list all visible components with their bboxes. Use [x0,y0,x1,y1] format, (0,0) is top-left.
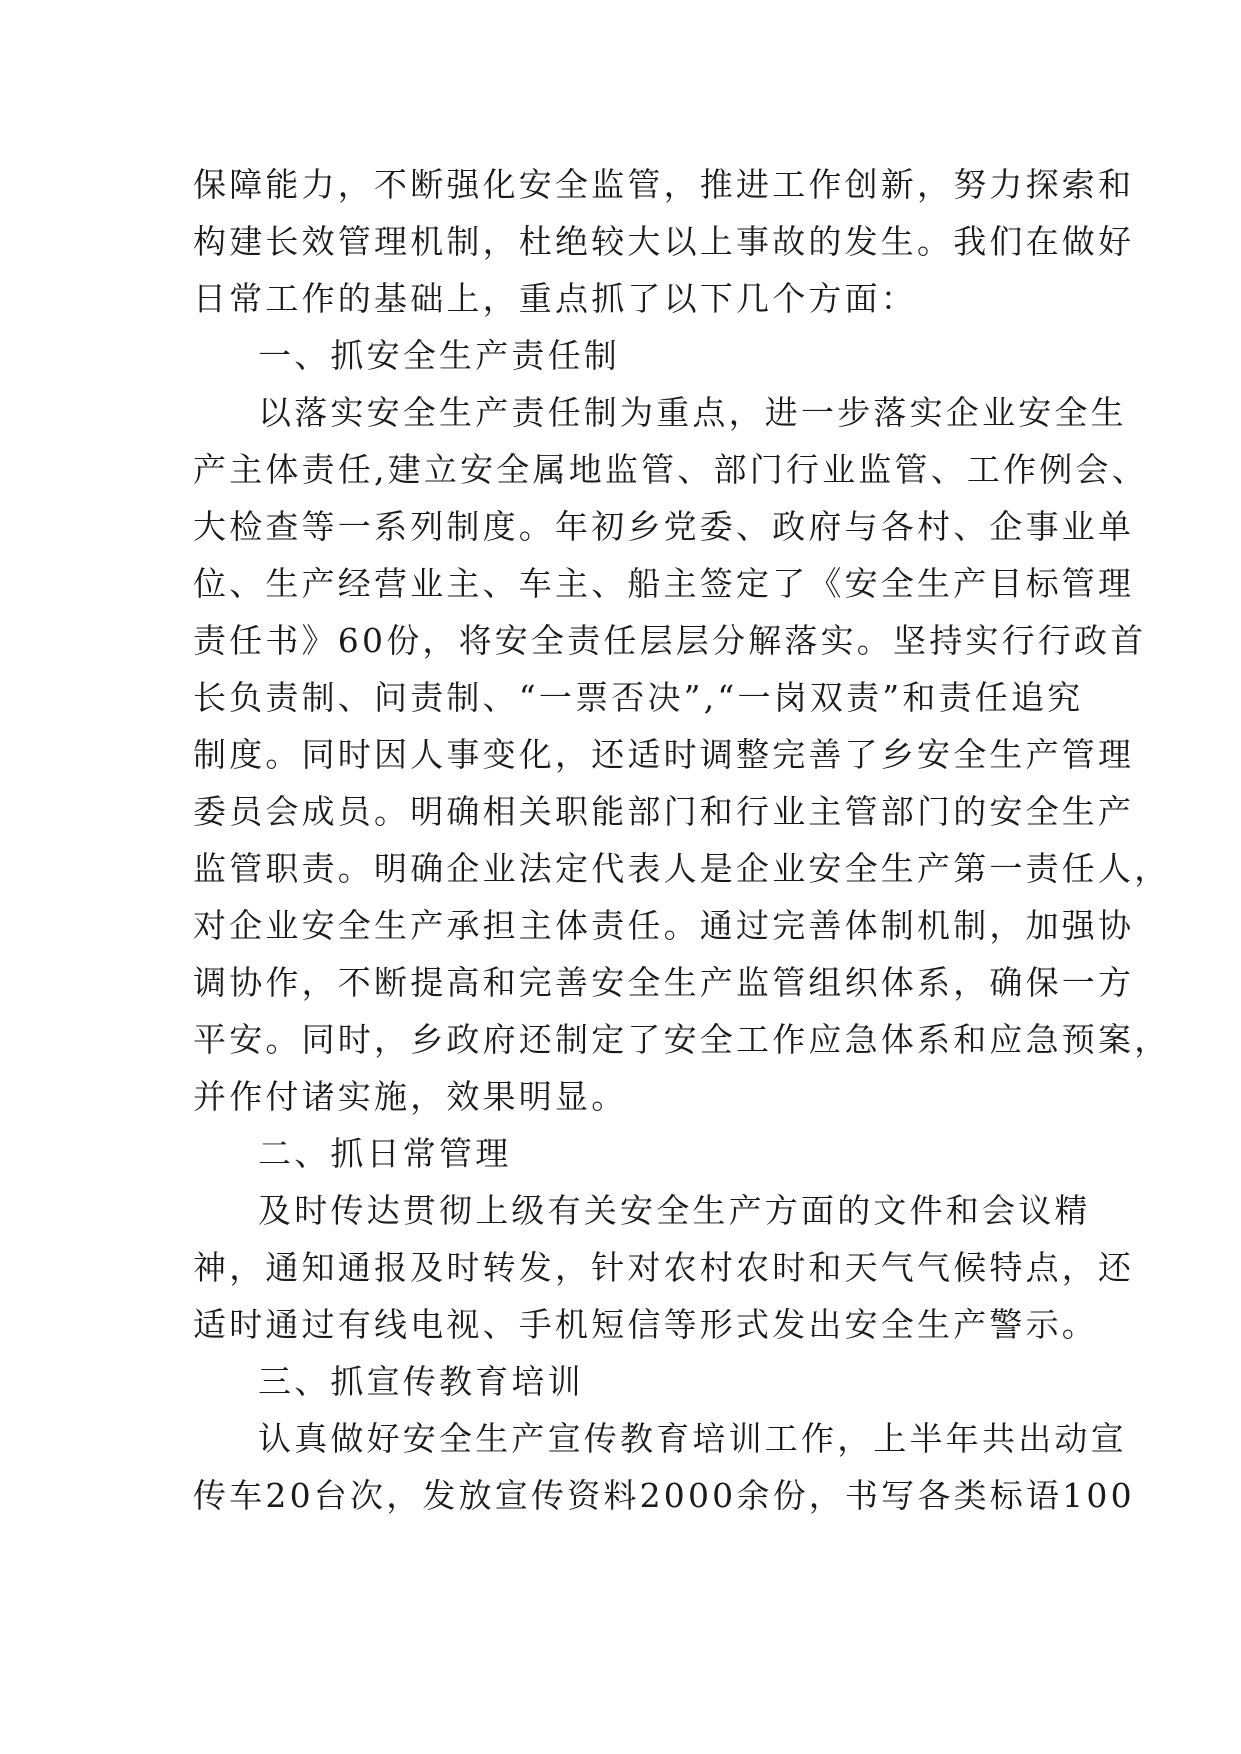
section-heading: 二、抓日常管理 [258,1134,512,1173]
text-line: 构建长效管理机制，杜绝较大以上事故的发生。我们在做好 [193,222,1135,261]
text-line: 位、生产经营业主、车主、船主签定了《安全生产目标管理 [193,564,1135,603]
text-line: 责任书》60份，将安全责任层层分解落实。坚持实行行政首 [193,621,1147,660]
text-line: 及时传达贯彻上级有关安全生产方面的文件和会议精 [258,1191,1091,1230]
section-heading: 一、抓安全生产责任制 [258,336,620,375]
text-line: 适时通过有线电视、手机短信等形式发出安全生产警示。 [193,1305,1098,1344]
text-line: 制度。同时因人事变化，还适时调整完善了乡安全生产管理 [193,735,1135,774]
text-line: 日常工作的基础上，重点抓了以下几个方面： [193,279,917,318]
text-line: 并作付诸实施，效果明显。 [193,1077,628,1116]
text-line: 神，通知通报及时转发，针对农村农时和天气气候特点，还 [193,1248,1135,1287]
text-line: 以落实安全生产责任制为重点，进一步落实企业安全生 [258,393,1127,432]
section-heading: 三、抓宣传教育培训 [258,1362,584,1401]
text-line: 调协作，不断提高和完善安全生产监管组织体系，确保一方 [193,963,1135,1002]
text-line: 大检查等一系列制度。年初乡党委、政府与各村、企事业单 [193,507,1135,546]
text-line: 委员会成员。明确相关职能部门和行业主管部门的安全生产 [193,792,1135,831]
text-line: 认真做好安全生产宣传教育培训工作，上半年共出动宣 [258,1419,1127,1458]
text-line: 平安。同时，乡政府还制定了安全工作应急体系和应急预案， [193,1020,1171,1059]
text-line: 传车20台次，发放宣传资料2000余份，书写各类标语100 [193,1476,1135,1515]
text-line: 长负责制、问责制、“一票否决”,“一岗双责”和责任追究 [193,678,1084,717]
text-line: 保障能力，不断强化安全监管，推进工作创新，努力探索和 [193,165,1135,204]
text-line: 产主体责任,建立安全属地监管、部门行业监管、工作例会、 [193,450,1148,489]
text-line: 对企业安全生产承担主体责任。通过完善体制机制，加强协 [193,906,1135,945]
text-line: 监管职责。明确企业法定代表人是企业安全生产第一责任人， [193,849,1171,888]
